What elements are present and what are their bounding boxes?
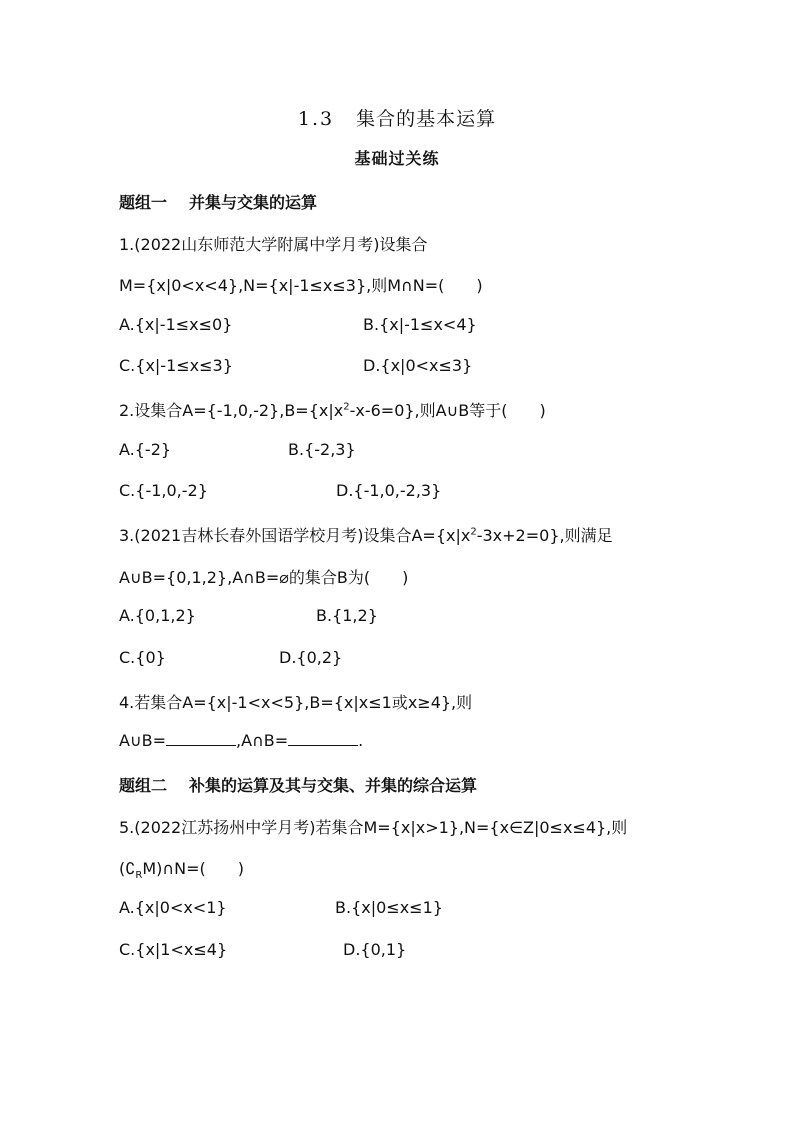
question-2-line-1	[119, 398, 546, 421]
q4-part-2: ,A∩B=	[236, 731, 289, 750]
question-1-line-2: M={x|0<x<4},N={x|-1≤x≤3},则M∩N=( )	[119, 276, 483, 295]
title-number: 1.3	[297, 108, 335, 130]
section-heading-2	[119, 773, 477, 796]
page-subtitle: 基础过关练	[354, 149, 440, 168]
question-4-line-1: 4.若集合A={x|-1<x<5},B={x|x≤1或x≥4},则	[119, 693, 473, 712]
question-5-option-b: B.{x|0≤x≤1}	[335, 898, 443, 917]
question-1-option-a: A.{x|-1≤x≤0}	[119, 315, 233, 334]
question-2-option-d: D.{-1,0,-2,3}	[336, 481, 442, 500]
answer-blank-2[interactable]	[288, 744, 358, 746]
question-5-option-d: D.{0,1}	[343, 940, 407, 959]
question-1-option-b: B.{x|-1≤x<4}	[363, 315, 477, 334]
q2-text-pre: 2.设集合A={-1,0,-2},B={x|x	[119, 401, 344, 420]
question-3-option-b: B.{1,2}	[316, 606, 378, 625]
section-text: 补集的运算及其与交集、并集的综合运算	[189, 776, 478, 795]
question-5-line-2	[119, 856, 244, 881]
answer-blank-1[interactable]	[166, 744, 236, 746]
page-title	[0, 104, 794, 131]
question-4-line-2	[119, 731, 363, 750]
question-1-option-d: D.{x|0<x≤3}	[363, 356, 473, 375]
question-5-option-c: C.{x|1<x≤4}	[119, 940, 228, 959]
section-label: 题组一	[119, 193, 168, 212]
question-2-option-c: C.{-1,0,-2}	[119, 481, 208, 500]
question-5-line-1: 5.(2022江苏扬州中学月考)若集合M={x|x>1},N={x∈Z|0≤x≤4},则	[119, 818, 628, 837]
q3-text-post: -3x+2=0},则满足	[476, 526, 613, 545]
title-text: 集合的基本运算	[356, 108, 497, 130]
q4-part-1: A∪B=	[119, 731, 167, 750]
section-heading-1	[119, 190, 317, 213]
q4-part-3: .	[358, 731, 364, 750]
question-1-line-1: 1.(2022山东师范大学附属中学月考)设集合	[119, 235, 428, 254]
question-3-line-1	[119, 523, 613, 546]
question-3-option-c: C.{0}	[119, 648, 166, 667]
q2-exponent: 2	[343, 401, 350, 413]
question-1-option-c: C.{x|-1≤x≤3}	[119, 356, 233, 375]
question-5-option-a: A.{x|0<x<1}	[119, 898, 227, 917]
q5-text-rest: M)∩N=( )	[142, 859, 244, 878]
question-3-option-a: A.{0,1,2}	[119, 606, 196, 625]
question-2-option-a: A.{-2}	[119, 440, 172, 459]
question-3-option-d: D.{0,2}	[279, 648, 343, 667]
section-label: 题组二	[119, 776, 168, 795]
q3-exponent: 2	[470, 526, 477, 538]
question-3-line-2: A∪B={0,1,2},A∩B=⌀的集合B为( )	[119, 568, 409, 587]
section-text: 并集与交集的运算	[189, 193, 318, 212]
q3-text-pre: 3.(2021吉林长春外国语学校月考)设集合A={x|x	[119, 526, 471, 545]
q5-subscript: R	[135, 870, 143, 882]
q5-complement-symbol: (∁	[119, 859, 136, 878]
q2-text-post: -x-6=0},则A∪B等于( )	[349, 401, 546, 420]
question-2-option-b: B.{-2,3}	[288, 440, 356, 459]
